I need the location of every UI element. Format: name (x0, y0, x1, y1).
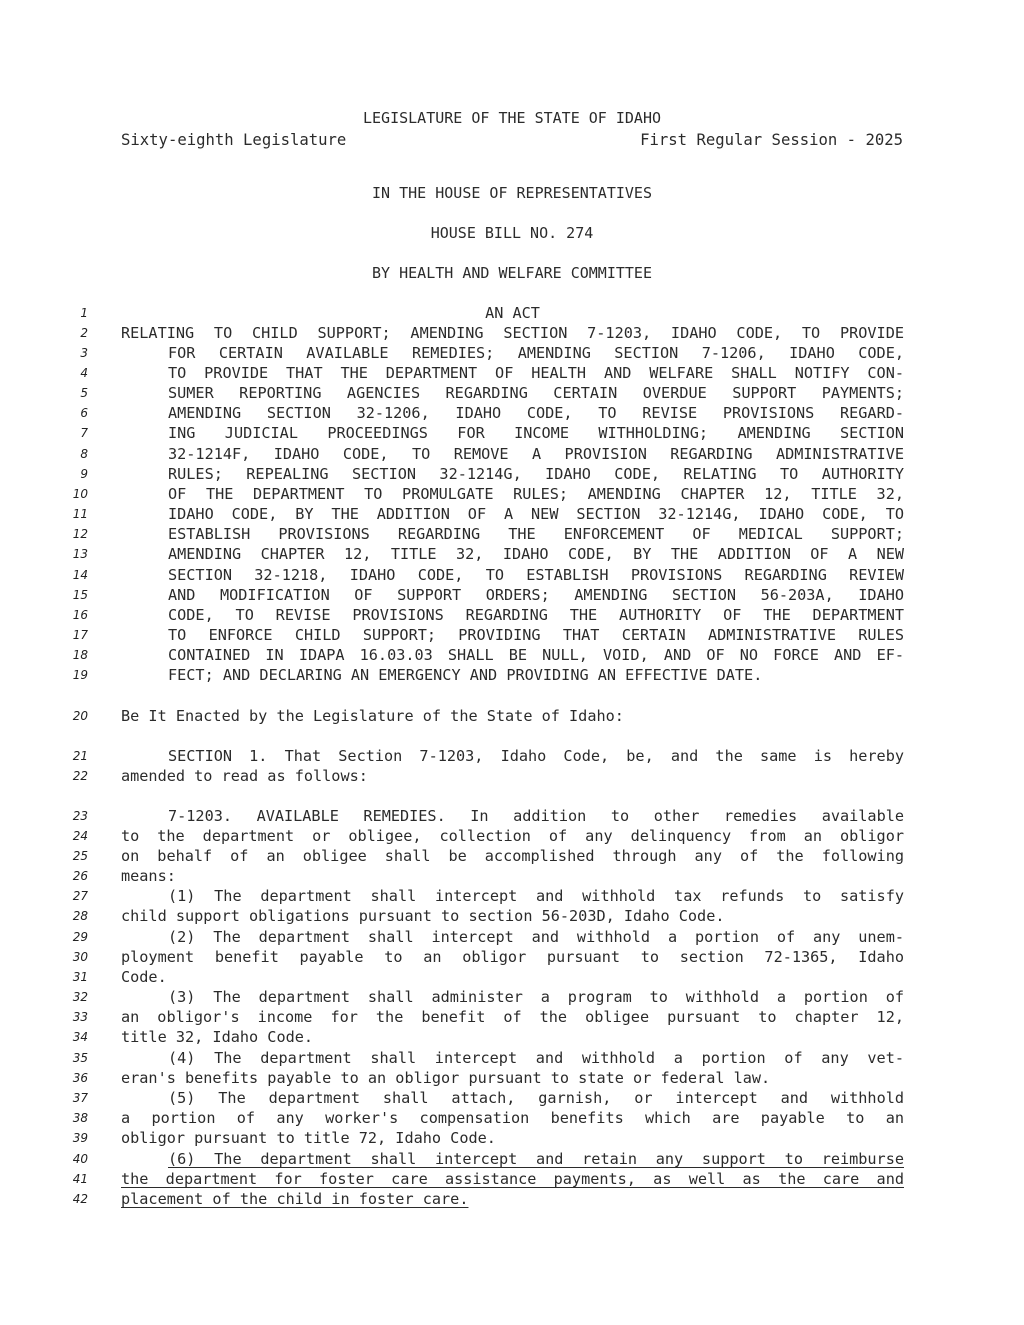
statute-line: child support obligations pursuant to section 56-203D, Idaho Code. (121, 907, 725, 925)
line-number: 1 (80, 306, 88, 320)
statute-line: 7-1203. AVAILABLE REMEDIES. In addition to other remedies available (168, 807, 904, 825)
title-line: SECTION 32-1218, IDAHO CODE, TO ESTABLISH PROVISIONS REGARDING REVIEW (168, 566, 904, 584)
line-number: 34 (72, 1030, 88, 1044)
bill-sponsor: BY HEALTH AND WELFARE COMMITTEE (372, 264, 652, 282)
section-line: SECTION 1. That Section 7-1203, Idaho Code, be, and the same is hereby (168, 747, 904, 765)
statute-line: (1) The department shall intercept and withhold tax refunds to satisfy (168, 887, 904, 905)
line-number: 37 (72, 1091, 88, 1105)
statute-line: ployment benefit payable to an obligor pursuant to section 72-1365, Idaho (121, 948, 904, 966)
line-number: 2 (80, 326, 88, 340)
chamber-heading: IN THE HOUSE OF REPRESENTATIVES (372, 184, 652, 202)
line-number: 5 (80, 386, 88, 400)
line-number: 27 (72, 889, 88, 903)
line-number: 12 (72, 527, 88, 541)
statute-line: obligor pursuant to title 72, Idaho Code. (121, 1129, 496, 1147)
statute-line: (3) The department shall administer a program to withhold a portion of (168, 988, 904, 1006)
title-line: RELATING TO CHILD SUPPORT; AMENDING SECTION 7-1203, IDAHO CODE, TO PROVIDE (121, 324, 904, 342)
title-line: FECT; AND DECLARING AN EMERGENCY AND PROVIDING AN EFFECTIVE DATE. (168, 666, 763, 684)
added-text-line: the department for foster care assistance payments, as well as the care and (121, 1170, 904, 1188)
line-number: 25 (72, 849, 88, 863)
line-number: 23 (72, 809, 88, 823)
act-heading: AN ACT (485, 304, 540, 322)
line-number: 13 (72, 547, 88, 561)
line-number: 36 (72, 1071, 88, 1085)
line-number: 35 (72, 1051, 88, 1065)
line-number: 10 (72, 487, 88, 501)
statute-line: on behalf of an obligee shall be accomplished through any of the following (121, 847, 904, 865)
line-number: 17 (72, 628, 88, 642)
title-line: AND MODIFICATION OF SUPPORT ORDERS; AMENDING SECTION 56-203A, IDAHO (168, 586, 904, 604)
statute-line: (5) The department shall attach, garnish, or intercept and withhold (168, 1089, 904, 1107)
statute-line: title 32, Idaho Code. (121, 1028, 314, 1046)
line-number: 41 (72, 1172, 88, 1186)
statute-line: means: (121, 867, 176, 885)
statute-line: (2) The department shall intercept and withhold a portion of any unem- (168, 928, 904, 946)
line-number: 30 (72, 950, 88, 964)
title-line: IDAHO CODE, BY THE ADDITION OF A NEW SECTION 32-1214G, IDAHO CODE, TO (168, 505, 904, 523)
added-text-line: placement of the child in foster care. (121, 1190, 469, 1208)
statute-line: to the department or obligee, collection of any delinquency from an obligor (121, 827, 904, 845)
line-number: 14 (72, 568, 88, 582)
statute-line: Code. (121, 968, 167, 986)
line-number: 3 (80, 346, 88, 360)
bill-number: HOUSE BILL NO. 274 (430, 224, 594, 242)
added-text-line: (6) The department shall intercept and retain any support to reimburse (168, 1150, 904, 1168)
statute-line: (4) The department shall intercept and withhold a portion of any vet- (168, 1049, 904, 1067)
enacting-clause: Be It Enacted by the Legislature of the State of Idaho: (121, 707, 624, 725)
line-number: 8 (80, 447, 88, 461)
line-number: 42 (72, 1192, 88, 1206)
line-number: 38 (72, 1111, 88, 1125)
title-line: CONTAINED IN IDAPA 16.03.03 SHALL BE NULL, VOID, AND OF NO FORCE AND EF- (168, 646, 904, 664)
title-line: CODE, TO REVISE PROVISIONS REGARDING THE AUTHORITY OF THE DEPARTMENT (168, 606, 904, 624)
title-line: 32-1214F, IDAHO CODE, TO REMOVE A PROVISION REGARDING ADMINISTRATIVE (168, 445, 904, 463)
line-number: 19 (72, 668, 88, 682)
line-number: 21 (72, 749, 88, 763)
statute-line: eran's benefits payable to an obligor pursuant to state or federal law. (121, 1069, 771, 1087)
line-number: 22 (72, 769, 88, 783)
statute-line: an obligor's income for the benefit of the obligee pursuant to chapter 12, (121, 1008, 904, 1026)
line-number: 6 (80, 406, 88, 420)
line-number: 26 (72, 869, 88, 883)
line-number: 20 (72, 709, 88, 723)
statute-line: a portion of any worker's compensation benefits which are payable to an (121, 1109, 904, 1127)
line-number: 39 (72, 1131, 88, 1145)
title-line: SUMER REPORTING AGENCIES REGARDING CERTAIN OVERDUE SUPPORT PAYMENTS; (168, 384, 904, 402)
section-line: amended to read as follows: (121, 767, 368, 785)
title-line: RULES; REPEALING SECTION 32-1214G, IDAHO CODE, RELATING TO AUTHORITY (168, 465, 904, 483)
line-number: 33 (72, 1010, 88, 1024)
line-number: 15 (72, 588, 88, 602)
line-number: 31 (72, 970, 88, 984)
line-number: 11 (72, 507, 88, 521)
line-number: 9 (80, 467, 88, 481)
line-number: 29 (72, 930, 88, 944)
line-number: 4 (80, 366, 88, 380)
legislature-number: Sixty-eighth Legislature (121, 131, 347, 149)
title-line: TO PROVIDE THAT THE DEPARTMENT OF HEALTH AND WELFARE SHALL NOTIFY CON- (168, 364, 904, 382)
line-number: 18 (72, 648, 88, 662)
title-line: ING JUDICIAL PROCEEDINGS FOR INCOME WITHHOLDING; AMENDING SECTION (168, 424, 904, 442)
title-line: FOR CERTAIN AVAILABLE REMEDIES; AMENDING SECTION 7-1206, IDAHO CODE, (168, 344, 904, 362)
line-number: 16 (72, 608, 88, 622)
title-line: OF THE DEPARTMENT TO PROMULGATE RULES; AMENDING CHAPTER 12, TITLE 32, (168, 485, 904, 503)
line-number: 40 (72, 1152, 88, 1166)
title-line: AMENDING CHAPTER 12, TITLE 32, IDAHO CODE, BY THE ADDITION OF A NEW (168, 545, 904, 563)
line-number: 28 (72, 909, 88, 923)
line-number: 24 (72, 829, 88, 843)
line-number: 7 (80, 426, 88, 440)
session-label: First Regular Session - 2025 (640, 131, 903, 149)
title-line: AMENDING SECTION 32-1206, IDAHO CODE, TO REVISE PROVISIONS REGARD- (168, 404, 904, 422)
title-line: TO ENFORCE CHILD SUPPORT; PROVIDING THAT CERTAIN ADMINISTRATIVE RULES (168, 626, 904, 644)
line-number: 32 (72, 990, 88, 1004)
legislature-title: LEGISLATURE OF THE STATE OF IDAHO (362, 109, 661, 127)
title-line: ESTABLISH PROVISIONS REGARDING THE ENFORCEMENT OF MEDICAL SUPPORT; (168, 525, 904, 543)
